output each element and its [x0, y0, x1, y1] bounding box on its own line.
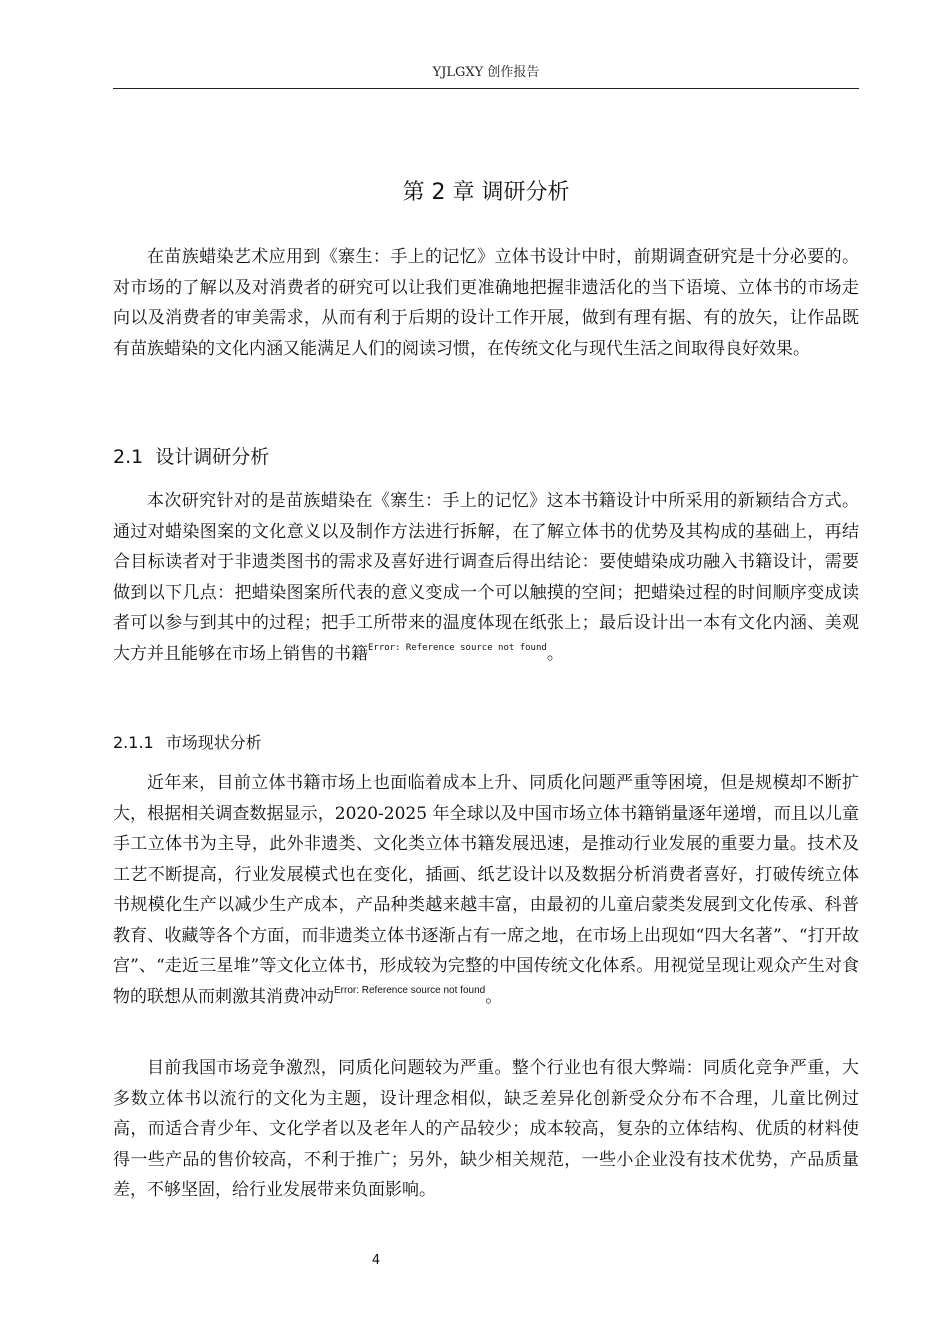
section-heading-2-1 — [113, 444, 269, 470]
reference-error: Error: Reference source not found — [368, 642, 547, 653]
reference-error: Error: Reference source not found — [334, 984, 486, 996]
section-heading-2-1-1 — [113, 732, 262, 754]
chapter-title: 第 2 章 调研分析 — [402, 180, 570, 205]
section-2-1-paragraph — [113, 486, 859, 669]
running-header: YJLGXY 创作报告 — [432, 65, 540, 80]
subsection-number: 2.1.1 — [113, 733, 154, 752]
paragraph-end: 。 — [485, 986, 503, 1007]
subsection-title: 市场现状分析 — [165, 733, 262, 752]
paragraph-text: 近年来，目前立体书籍市场上也面临着成本上升、同质化问题严重等困境，但是规模却不断扩大，根据相关调查数据显示，2020-2025 年全球以及中国市场立体书籍销量逐年递增，而且以儿童手工立体书为主导，此外非遗类、文化类立体书籍发展迅速，是推动行业发展的重要力量。技术及工艺不断提高，行业发展模式也在变化，插画、纸艺设计以及数据分析消费者喜好，打破传统立体书规模化生产以减少生产成本，产品种类越来越丰富，由最初的儿童启蒙类发展到文化传承、科普教育、收藏等各个方面，而非遗类立体书逐渐占有一席之地，在市场上出现如“四大名著”、“打开故宫”、“走近三星堆”等文化立体书，形成较为完整的中国传统文化体系。用视觉呈现让观众产生对食物的联想从而刺激其消费冲动 — [113, 773, 859, 1007]
header-divider — [113, 88, 859, 89]
market-paragraph-2: 目前我国市场竞争激烈，同质化问题较为严重。整个行业也有很大弊端：同质化竞争严重，大多数立体书以流行的文化为主题，设计理念相似，缺乏差异化创新受众分布不合理，儿童比例过高，而适合青少年、文化学者以及老年人的产品较少；成本较高，复杂的立体结构、优质的材料使得一些产品的售价较高，不利于推广；另外，缺少相关规范，一些小企业没有技术优势，产品质量差，不够坚固，给行业发展带来负面影响。 — [113, 1058, 859, 1200]
page-number: 4 — [371, 1253, 381, 1268]
market-paragraph-1 — [113, 768, 859, 1012]
paragraph-text: 本次研究针对的是苗族蜡染在《寨生：手上的记忆》这本书籍设计中所采用的新颖结合方式。通过对蜡染图案的文化意义以及制作方法进行拆解，在了解立体书的优势及其构成的基础上，再结合目标读者对于非遗类图书的需求及喜好进行调查后得出结论：要使蜡染成功融入书籍设计，需要做到以下几点：把蜡染图案所代表的意义变成一个可以触摸的空间；把蜡染过程的时间顺序变成读者可以参与到其中的过程；把手工所带来的温度体现在纸张上；最后设计出一本有文化内涵、美观大方并且能够在市场上销售的书籍 — [113, 491, 859, 664]
section-title: 设计调研分析 — [155, 446, 270, 468]
intro-paragraph: 在苗族蜡染艺术应用到《寨生：手上的记忆》立体书设计中时，前期调查研究是十分必要的。对市场的了解以及对消费者的研究可以让我们更准确地把握非遗活化的当下语境、立体书的市场走向以及消费者的审美需求，从而有利于后期的设计工作开展，做到有理有据、有的放矢，让作品既有苗族蜡染的文化内涵又能满足人们的阅读习惯，在传统文化与现代生活之间取得良好效果。 — [113, 247, 859, 359]
paragraph-end: 。 — [546, 643, 564, 664]
section-number: 2.1 — [113, 446, 144, 468]
